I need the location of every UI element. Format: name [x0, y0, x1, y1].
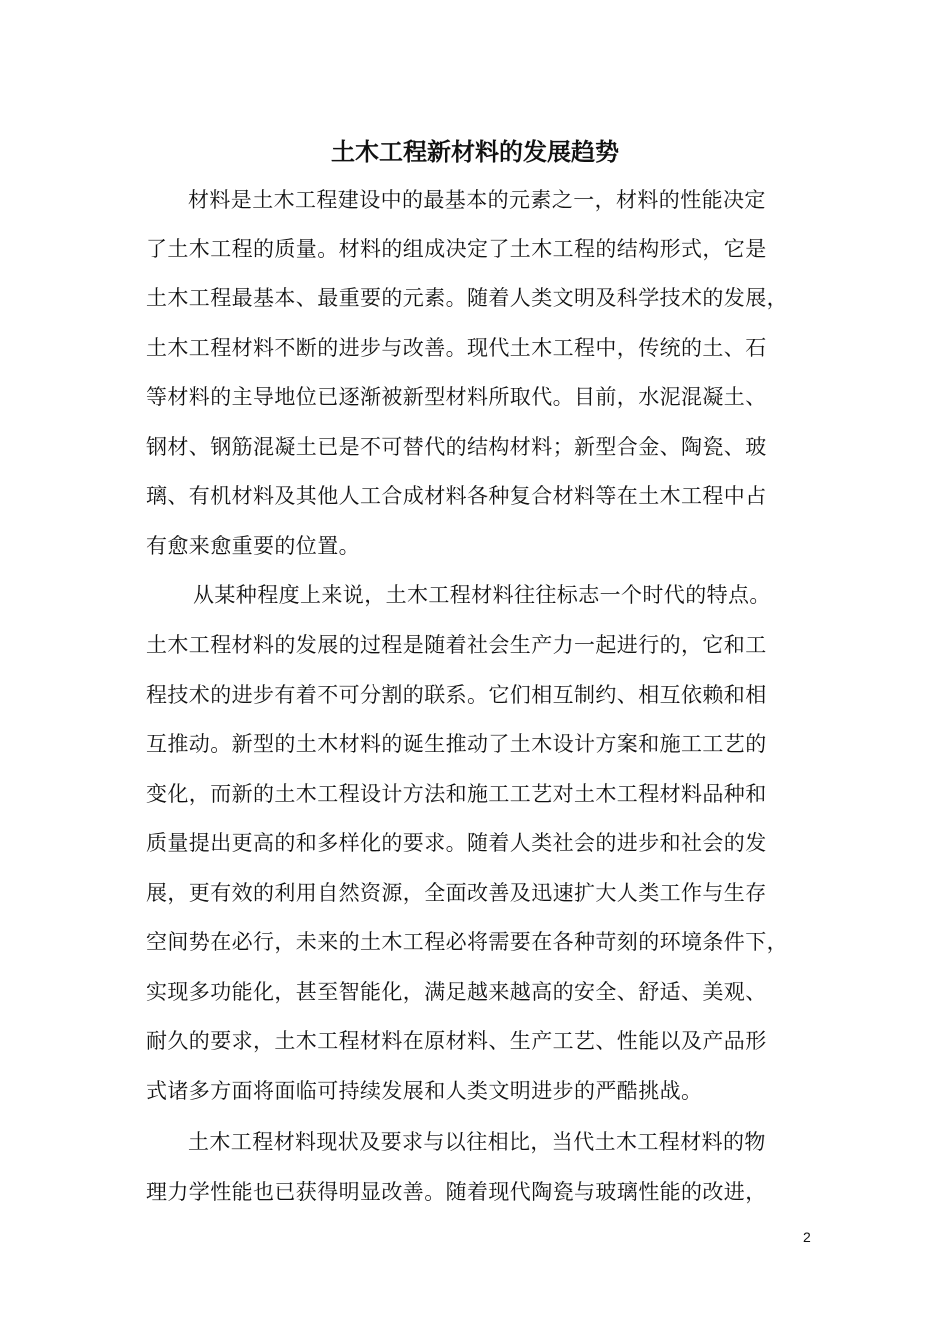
text-line: 式诸多方面将面临可持续发展和人类文明进步的严酷挑战。	[146, 1079, 703, 1103]
text-line: 土木工程材料现状及要求与以往相比，当代土木工程材料的物	[188, 1130, 766, 1154]
text-line: 钢材、钢筋混凝土已是不可替代的结构材料；新型合金、陶瓷、玻	[146, 435, 767, 459]
text-line: 程技术的进步有着不可分割的联系。它们相互制约、相互依赖和相	[146, 683, 767, 707]
document-title: 土木工程新材料的发展趋势	[331, 137, 619, 166]
text-line: 璃、有机材料及其他人工合成材料各种复合材料等在土木工程中占	[146, 484, 767, 508]
text-line: 土木工程材料的发展的过程是随着社会生产力一起进行的，它和工	[146, 633, 767, 657]
text-line: 了土木工程的质量。材料的组成决定了土木工程的结构形式，它是	[146, 237, 767, 261]
text-line: 耐久的要求，土木工程材料在原材料、生产工艺、性能以及产品形	[146, 1029, 767, 1053]
text-line: 有愈来愈重要的位置。	[146, 534, 360, 558]
text-line: 质量提出更高的和多样化的要求。随着人类社会的进步和社会的发	[146, 831, 767, 855]
page-number: 2	[803, 1229, 811, 1245]
text-line: 等材料的主导地位已逐渐被新型材料所取代。目前，水泥混凝土、	[146, 385, 767, 409]
text-line: 土木工程材料不断的进步与改善。现代土木工程中，传统的土、石	[146, 336, 767, 360]
text-line: 从某种程度上来说，土木工程材料往往标志一个时代的特点。	[193, 583, 771, 607]
text-line: 互推动。新型的土木材料的诞生推动了土木设计方案和施工工艺的	[146, 732, 767, 756]
text-line: 实现多功能化，甚至智能化，满足越来越高的安全、舒适、美观、	[146, 980, 767, 1004]
text-line: 变化，而新的土木工程设计方法和施工工艺对土木工程材料品种和	[146, 782, 767, 806]
text-line: 理力学性能也已获得明显改善。随着现代陶瓷与玻璃性能的改进，	[146, 1180, 767, 1204]
text-line: 空间势在必行，未来的土木工程必将需要在各种苛刻的环境条件下，	[146, 930, 788, 954]
text-line: 材料是土木工程建设中的最基本的元素之一，材料的性能决定	[188, 188, 766, 212]
text-line: 展，更有效的利用自然资源，全面改善及迅速扩大人类工作与生存	[146, 881, 767, 905]
text-line: 土木工程最基本、最重要的元素。随着人类文明及科学技术的发展，	[146, 286, 788, 310]
